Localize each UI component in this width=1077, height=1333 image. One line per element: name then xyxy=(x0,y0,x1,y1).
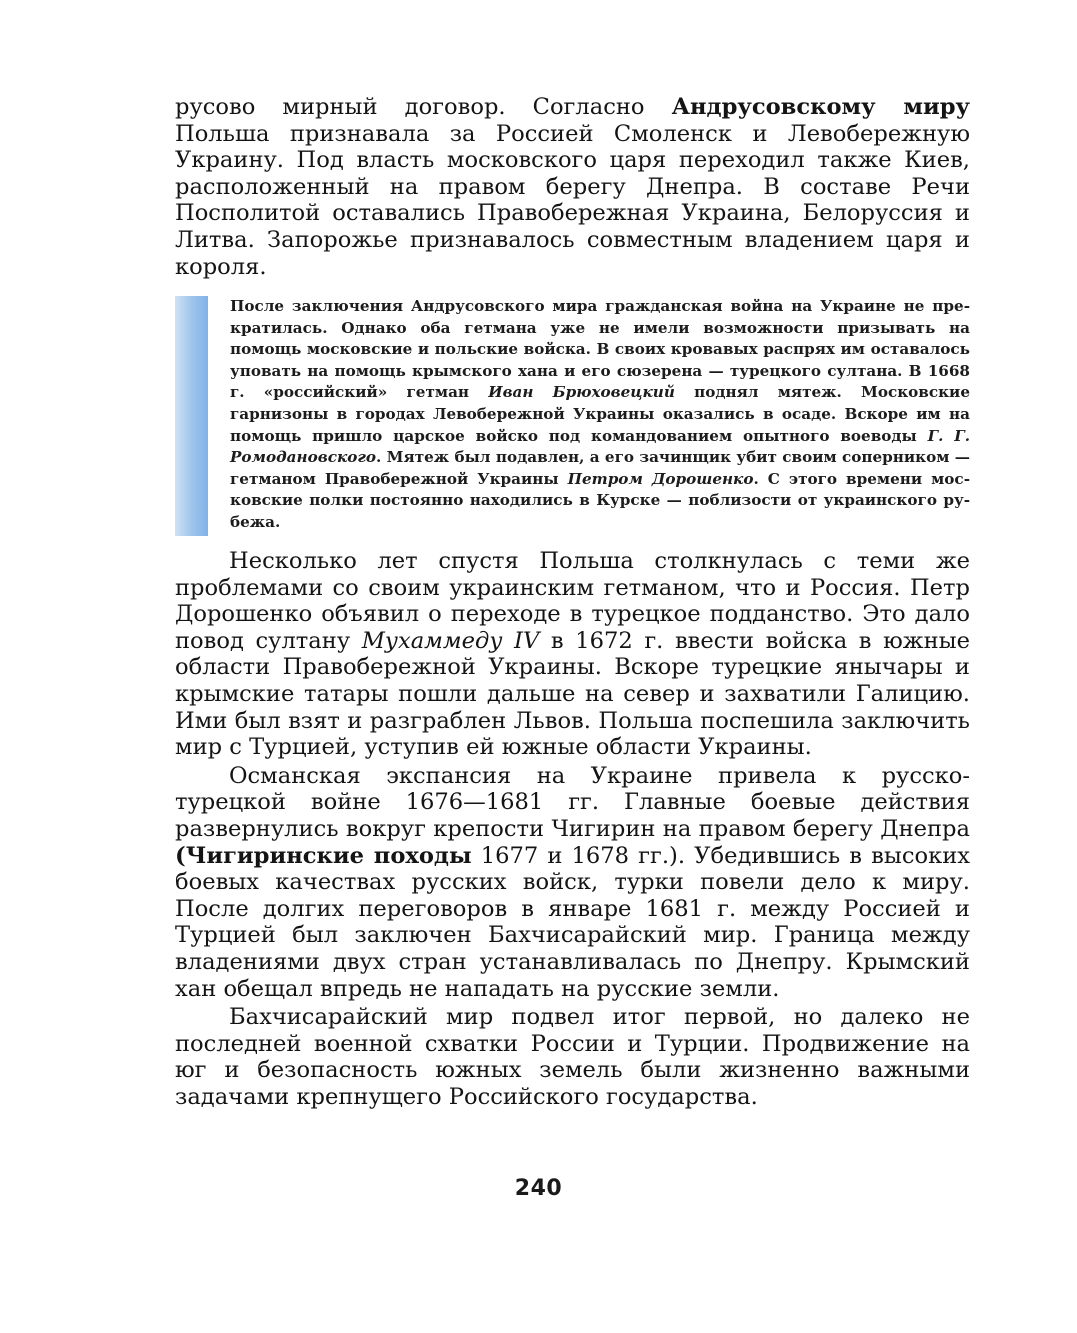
term-chigirin-campaigns: (Чигиринские походы xyxy=(175,842,472,869)
name-sultan-mehmed: Мухаммеду IV xyxy=(361,627,540,654)
note-text: После заключения Андрусовского мира гражданская война на Украине не прекратилась. Однако оба гетмана уже не имели возможности призывать на помощь московские и польские войска. В своих кровавых распрях им оставалось уповать на помощь крымского хана и его сюзерена — турецкого султана. В 1668 г. «российский» гетман Иван Брюховецкий поднял мятеж. Московские гарнизоны в городах Левобережной Украины оказались в осаде. Вскоре им на помощь пришло царское войско под командованием опытного воеводы Г. Г. Ромодановского. Мятеж был подавлен, а его зачинщик убит своим соперником — гетманом Правобережной Украины Петром Дорошенко. С этого времени московские полки постоянно находились в Курске — поблизости от украинского рубежа. xyxy=(230,297,970,531)
page-number: 240 xyxy=(514,1176,563,1201)
paragraph-poland-problems: Несколько лет спустя Польша столкнулась с теми же проблемами со своим украинским гетманом, что и Россия. Петр Дорошенко объявил о переходе в турецкое подданство. Это дало повод султану Мухаммеду IV в 1672 г. ввести войска в южные области Правобережной Украины. Вскоре турецкие янычары и крымские татары пошли дальше на север и захватили Галицию. Ими был взят и разграблен Львов. Польша поспешила заключить мир с Турцией, уступив ей южные области Украины. xyxy=(175,548,970,761)
supplementary-note xyxy=(175,296,970,536)
name-doroshenko: Петром Дорошенко xyxy=(567,469,754,488)
note-margin-bar xyxy=(175,296,208,536)
paragraph-start: русово мирный договор. Согласно xyxy=(175,94,672,120)
paragraph-conclusion: Бахчисарайский мир подвел итог первой, но далеко не последней военной схватки России и Турции. Продвижение на юг и безопасность южных земель были жизненно важными задачами крепнущего Российского государства. xyxy=(175,1004,970,1110)
body-text xyxy=(175,548,970,1110)
name-bryukhovetsky: Иван Брюховецкий xyxy=(488,383,675,402)
paragraph-rest: Польша признавала за Россией Смоленск и Левобережную Украину. Под власть московского царя переходил также Киев, расположенный на правом берегу Днепра. В составе Речи Посполитой оставались Правобережная Украина, Белоруссия и Литва. Запорожье признавалось совместным владением царя и короля. xyxy=(175,120,970,280)
term-andrusovo-treaty: Андрусовскому миру xyxy=(671,94,971,120)
paragraph-russo-turkish-war: Османская экспансия на Украине привела к русско-турецкой войне 1676—1681 гг. Главные боевые действия развернулись вокруг крепости Чигирин на правом берегу Днепра (Чигиринские походы 1677 и 1678 гг.). Убедившись в высоких боевых качествах русских войск, турки повели дело к миру. После долгих переговоров в январе 1681 г. между Россией и Турцией был заключен Бахчисарайский мир. Граница между владениями двух стран устанавливалась по Днепру. Крымский хан обещал впредь не нападать на русские земли. xyxy=(175,762,970,1002)
paragraph-andrusovo-treaty xyxy=(175,94,970,280)
opening-paragraph-block xyxy=(175,94,970,280)
name-romodanovsky: Г. Г. Ромодановского xyxy=(230,426,970,467)
